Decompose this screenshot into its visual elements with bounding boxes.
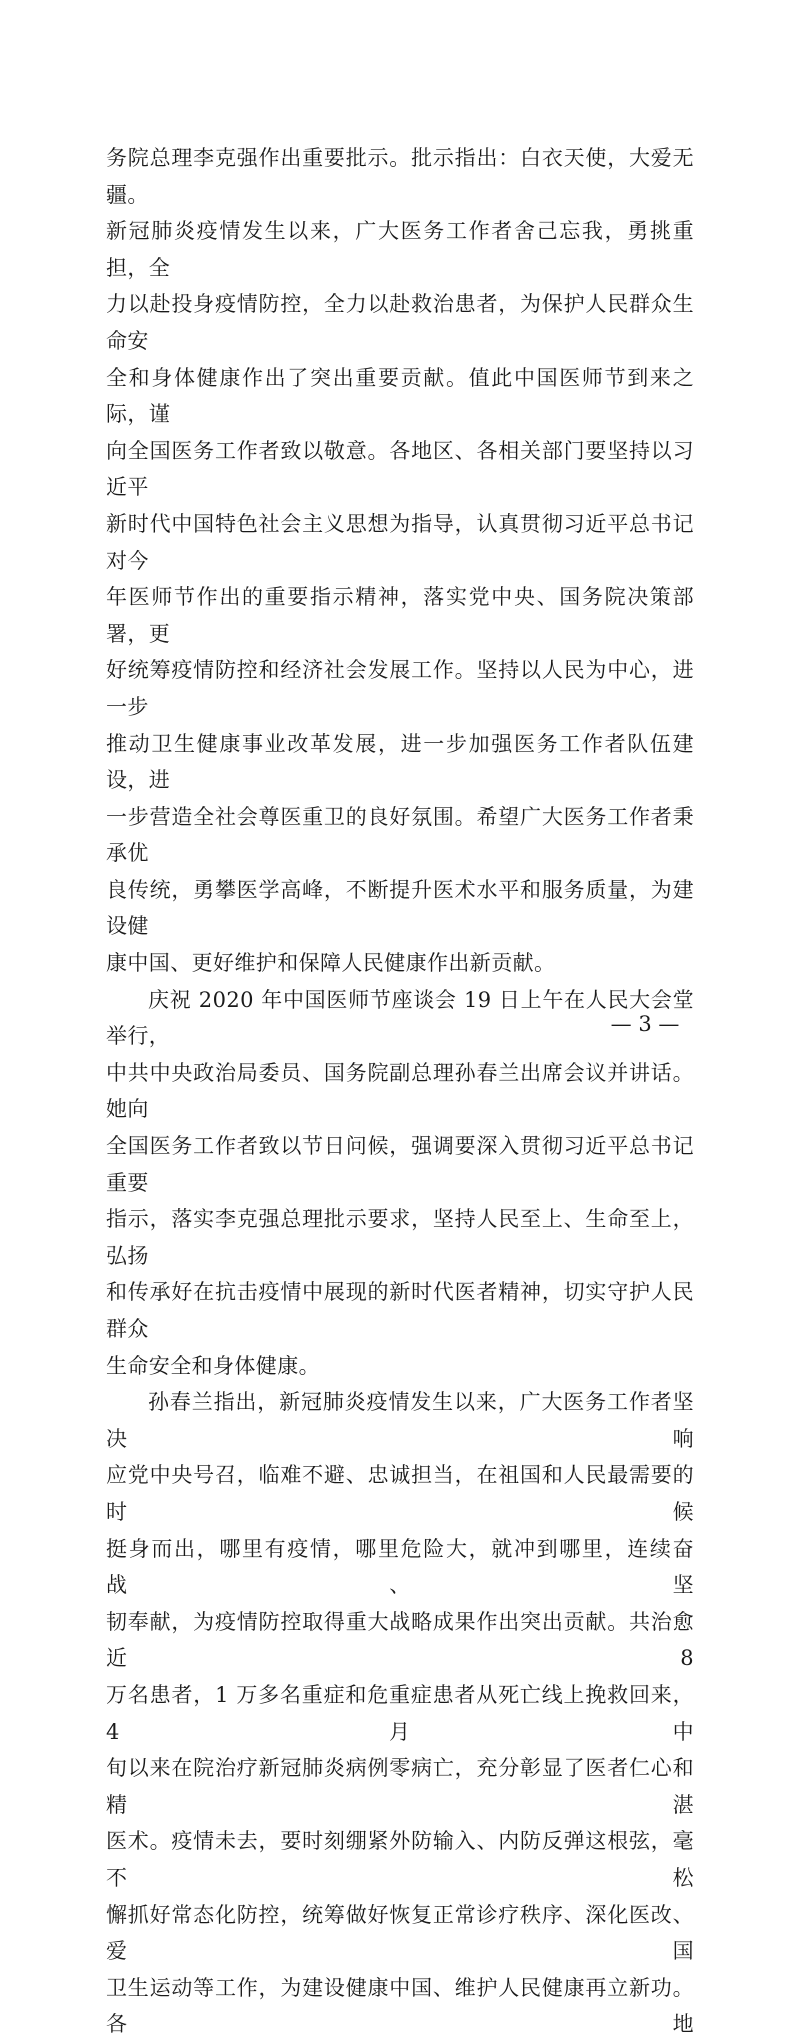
paragraph-1-line-1: 务院总理李克强作出重要批示。批示指出：白衣天使，大爱无疆。 <box>106 146 694 207</box>
paragraph-1-line-3: 力以赴投身疫情防控，全力以赴救治患者，为保护人民群众生命安 <box>106 292 694 353</box>
paragraph-1-line-2: 新冠肺炎疫情发生以来，广大医务工作者舍己忘我，勇挑重担，全 <box>106 219 694 280</box>
paragraph-3-line-4: 韧奉献，为疫情防控取得重大战略成果作出突出贡献。共治愈近 8 <box>106 1609 694 1671</box>
document-body <box>106 140 694 2043</box>
paragraph-1-line-11: 良传统，勇攀医学高峰，不断提升医术水平和服务质量，为建设健 <box>106 877 694 939</box>
paragraph-1-line-8: 好统筹疫情防控和经济社会发展工作。坚持以人民为中心，进一步 <box>106 658 694 719</box>
paragraph-2-line-3: 全国医务工作者致以节日问候，强调要深入贯彻习近平总书记重要 <box>106 1134 694 1195</box>
paragraph-3-line-5: 万名患者，1 万多名重症和危重症患者从死亡线上挽救回来，4 月中 <box>106 1682 694 1744</box>
paragraph-3-line-9: 卫生运动等工作，为建设健康中国、维护人民健康再立新功。各地 <box>106 1975 694 2037</box>
paragraph-1-line-9: 推动卫生健康事业改革发展，进一步加强医务工作者队伍建设，进 <box>106 731 694 793</box>
paragraph-2 <box>106 982 694 1385</box>
paragraph-1-line-10: 一步营造全社会尊医重卫的良好氛围。希望广大医务工作者秉承优 <box>106 804 694 866</box>
paragraph-3-line-6: 旬以来在院治疗新冠肺炎病例零病亡，充分彰显了医者仁心和精湛 <box>106 1756 694 1817</box>
paragraph-3-line-1: 孙春兰指出，新冠肺炎疫情发生以来，广大医务工作者坚决响 <box>106 1390 694 1451</box>
paragraph-3-line-8: 懈抓好常态化防控，统筹做好恢复正常诊疗秩序、深化医改、爱国 <box>106 1902 694 1964</box>
paragraph-3-line-7: 医术。疫情未去，要时刻绷紧外防输入、内防反弹这根弦，毫不松 <box>106 1829 694 1890</box>
paragraph-2-line-4: 指示，落实李克强总理批示要求，坚持人民至上、生命至上，弘扬 <box>106 1207 694 1268</box>
paragraph-2-line-1: 庆祝 2020 年中国医师节座谈会 19 日上午在人民大会堂举行， <box>106 987 694 1049</box>
paragraph-2-line-5: 和传承好在抗击疫情中展现的新时代医者精神，切实守护人民群众 <box>106 1280 694 1341</box>
page-number: — 3 — <box>610 1012 680 1036</box>
paragraph-2-line-2: 中共中央政治局委员、国务院副总理孙春兰出席会议并讲话。她向 <box>106 1060 694 1122</box>
paragraph-1-line-6: 新时代中国特色社会主义思想为指导，认真贯彻习近平总书记对今 <box>106 511 694 573</box>
paragraph-3-line-3: 挺身而出，哪里有疫情，哪里危险大，就冲到哪里，连续奋战、坚 <box>106 1536 694 1598</box>
paragraph-1-line-7: 年医师节作出的重要指示精神，落实党中央、国务院决策部署，更 <box>106 585 694 646</box>
paragraph-1-line-4: 全和身体健康作出了突出重要贡献。值此中国医师节到来之际，谨 <box>106 365 694 427</box>
paragraph-1-line-5: 向全国医务工作者致以敬意。各地区、各相关部门要坚持以习近平 <box>106 438 694 500</box>
paragraph-3 <box>106 1384 694 2043</box>
paragraph-2-line-6: 生命安全和身体健康。 <box>106 1353 320 1378</box>
paragraph-3-line-2: 应党中央号召，临难不避、忠诚担当，在祖国和人民最需要的时候 <box>106 1463 694 1524</box>
paragraph-1-line-12: 康中国、更好维护和保障人民健康作出新贡献。 <box>106 951 556 976</box>
paragraph-1 <box>106 140 694 982</box>
